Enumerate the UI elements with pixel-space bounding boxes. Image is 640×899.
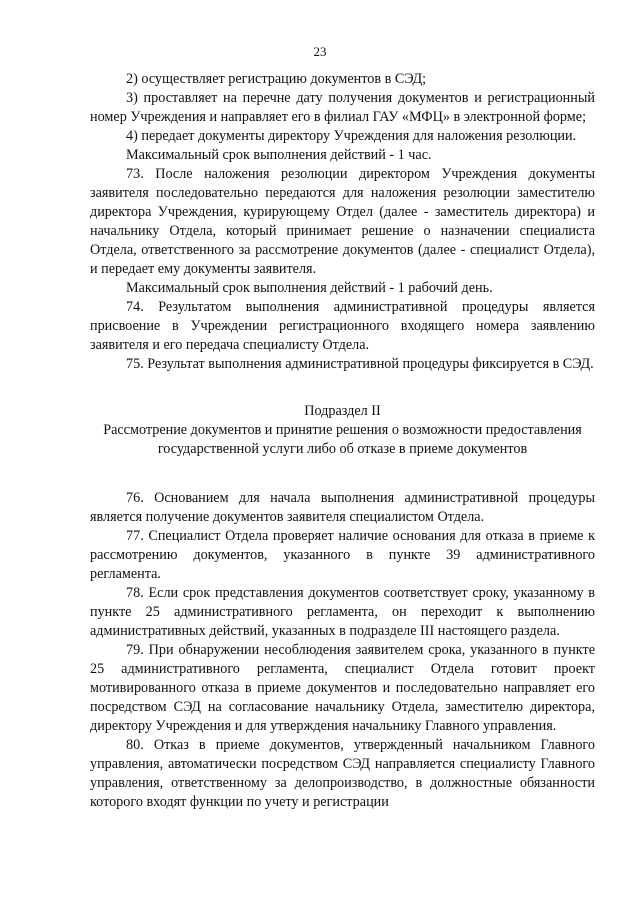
paragraph-79: 79. При обнаружении несоблюдения заявителем срока, указанного в пункте 25 административного регламента, специалист Отдела готовит проект мотивированного отказа в приеме документов и последовательно направляет его посредством СЭД на согласование начальнику Отдела, заместителю директора, директору Учреждения и для утверждения начальнику Главного управления.: [90, 642, 595, 734]
paragraph-item-4: 4) передает документы директору Учреждения для наложения резолюции.: [126, 128, 577, 144]
paragraph-76: 76. Основанием для начала выполнения административной процедуры является получение документов заявителя специалистом Отдела.: [90, 490, 595, 525]
paragraph-73: 73. После наложения резолюции директором Учреждения документы заявителя последовательно передаются для наложения резолюции заместителю директора Учреждения, курирующему Отдел (далее - заместитель директора) и начальнику Отдела, который принимает решение о назначении специалиста Отдела, ответственного за рассмотрение документов (далее - специалист Отдела), и передает ему документы заявителя.: [90, 166, 595, 277]
paragraph-item-3: 3) проставляет на перечне дату получения документов и регистрационный номер Учреждения и направляет его в филиал ГАУ «МФЦ» в электронной форме;: [90, 90, 595, 125]
page-number: 23: [313, 44, 327, 59]
paragraph-78: 78. Если срок представления документов соответствует сроку, указанному в пункте 25 административного регламента, он переходит к выполнению административных действий, указанных в подразделе III настоящего раздела.: [90, 585, 595, 639]
paragraph-77: 77. Специалист Отдела проверяет наличие основания для отказа в приеме к рассмотрению документов, указанного в пункте 39 административного регламента.: [90, 528, 595, 582]
paragraph-80: 80. Отказ в приеме документов, утвержденный начальником Главного управления, автоматически посредством СЭД направляется специалисту Главного управления, ответственному за делопроизводство, в должностные обязанности которого входят функции по учету и регистрации: [90, 737, 595, 810]
deadline-note: Максимальный срок выполнения действий - 1 час.: [126, 147, 432, 163]
paragraph-75: 75. Результат выполнения административной процедуры фиксируется в СЭД.: [126, 356, 594, 372]
subsection-title: Подраздел II: [304, 403, 381, 419]
subsection-subtitle: Рассмотрение документов и принятие решения о возможности предоставления государственной услуги либо об отказе в приеме документов: [103, 422, 582, 457]
paragraph-74: 74. Результатом выполнения административной процедуры является присвоение в Учреждении регистрационного входящего номера заявлению заявителя и его передача специалисту Отдела.: [90, 299, 595, 353]
document-body: [90, 70, 595, 812]
deadline-note: Максимальный срок выполнения действий - 1 рабочий день.: [126, 280, 493, 296]
paragraph-item-2: 2) осуществляет регистрацию документов в СЭД;: [126, 71, 427, 87]
